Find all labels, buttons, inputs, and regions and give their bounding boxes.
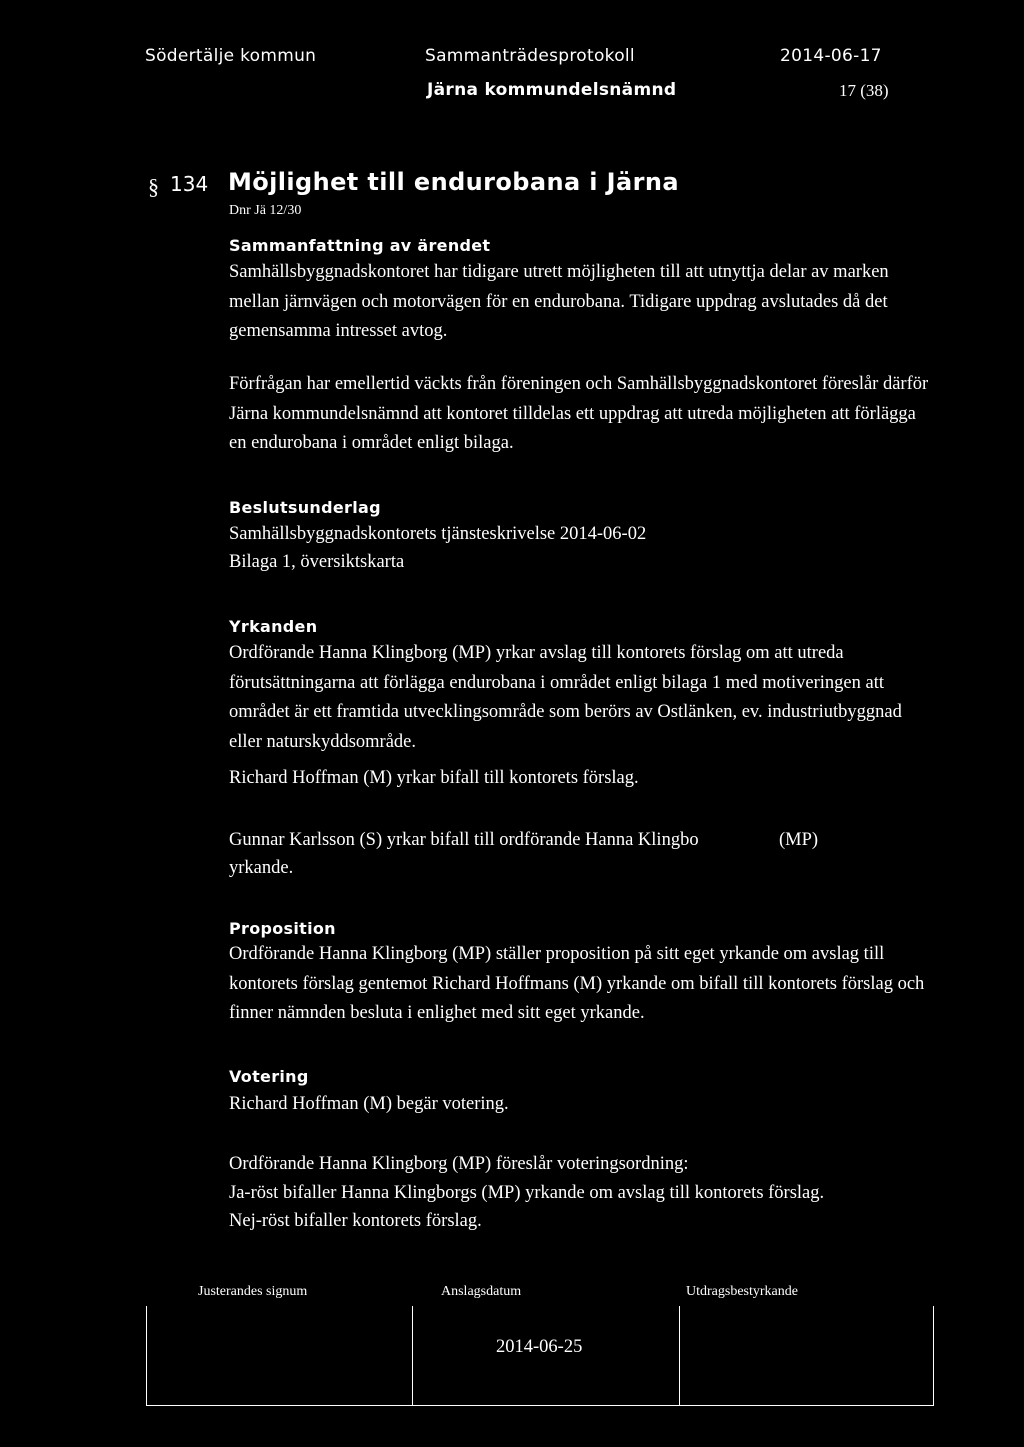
voting-line: Ordförande Hanna Klingborg (MP) föreslår voteringsordning: — [229, 1154, 689, 1174]
committee-name: Järna kommundelsnämnd — [427, 80, 677, 100]
summary-paragraph: Samhällsbyggnadskontoret har tidigare utrett möjligheten till att utnyttja delar av marken mellan järnvägen och motorvägen för en endurobana. Tidigare uppdrag avslutades då det gemensamma intresset avtog. — [229, 262, 889, 341]
proposition-paragraph: Ordförande Hanna Klingborg (MP) ställer proposition på sitt eget yrkande om avslag till kontorets förslag gentemot Richard Hoffmans (M) yrkande om bifall till kontorets förslag och finner nämnden besluta i enlighet med sitt eget yrkande. — [229, 944, 925, 1023]
footer-divider — [933, 1306, 934, 1406]
posted-date-label: Anslagsdatum — [441, 1284, 522, 1299]
claims-heading: Yrkanden — [229, 617, 318, 636]
footer-bottom-line — [146, 1405, 934, 1406]
case-number: Dnr Jä 12/30 — [229, 203, 302, 218]
basis-heading: Beslutsunderlag — [229, 498, 381, 517]
organization-name: Södertälje kommun — [145, 46, 317, 66]
signature-label: Justerandes signum — [198, 1284, 308, 1299]
voting-heading: Votering — [229, 1067, 309, 1086]
basis-item: Bilaga 1, översiktskarta — [229, 552, 405, 572]
section-sign: § — [148, 174, 159, 199]
voting-line: Richard Hoffman (M) begär votering. — [229, 1094, 509, 1114]
basis-item: Samhällsbyggnadskontorets tjänsteskrivelse 2014-06-02 — [229, 524, 647, 544]
page-number: 17 (38) — [839, 81, 889, 100]
document-type: Sammanträdesprotokoll — [425, 46, 635, 66]
page-title: Möjlighet till endurobana i Järna — [228, 168, 679, 196]
claim-paragraph: Ordförande Hanna Klingborg (MP) yrkar avslag till kontorets förslag om att utreda förutsättningarna att förlägga endurobana i området enligt bilaga 1 med motiveringen att området är ett framtida utvecklingsområde som berörs av Ostlänken, ev. industriutbyggnad eller naturskyddsområde. — [229, 643, 902, 752]
footer-divider — [146, 1306, 147, 1406]
section-number: 134 — [170, 172, 209, 196]
voting-line: Ja-röst bifaller Hanna Klingborgs (MP) yrkande om avslag till kontorets förslag. — [229, 1183, 825, 1203]
claim-text: yrkande. — [229, 858, 294, 878]
footer-divider — [679, 1306, 680, 1406]
footer-divider — [412, 1306, 413, 1406]
claim-text: Gunnar Karlsson (S) yrkar bifall till ordförande Hanna Klingbo — [229, 830, 699, 850]
summary-heading: Sammanfattning av ärendet — [229, 236, 491, 255]
proposition-heading: Proposition — [229, 919, 336, 938]
request-paragraph: Förfrågan har emellertid väckts från föreningen och Samhällsbyggnadskontoret föreslår därför Järna kommundelsnämnd att kontoret tilldelas ett uppdrag att utreda möjligheten att förlägga en endurobana i området enligt bilaga. — [229, 374, 929, 453]
claim-text: (MP) — [779, 830, 819, 850]
claim-paragraph: Richard Hoffman (M) yrkar bifall till kontorets förslag. — [229, 768, 639, 788]
voting-line: Nej-röst bifaller kontorets förslag. — [229, 1211, 482, 1231]
extract-certification-label: Utdragsbestyrkande — [686, 1284, 798, 1299]
posted-date-value: 2014-06-25 — [496, 1337, 583, 1357]
meeting-date: 2014-06-17 — [780, 46, 882, 66]
